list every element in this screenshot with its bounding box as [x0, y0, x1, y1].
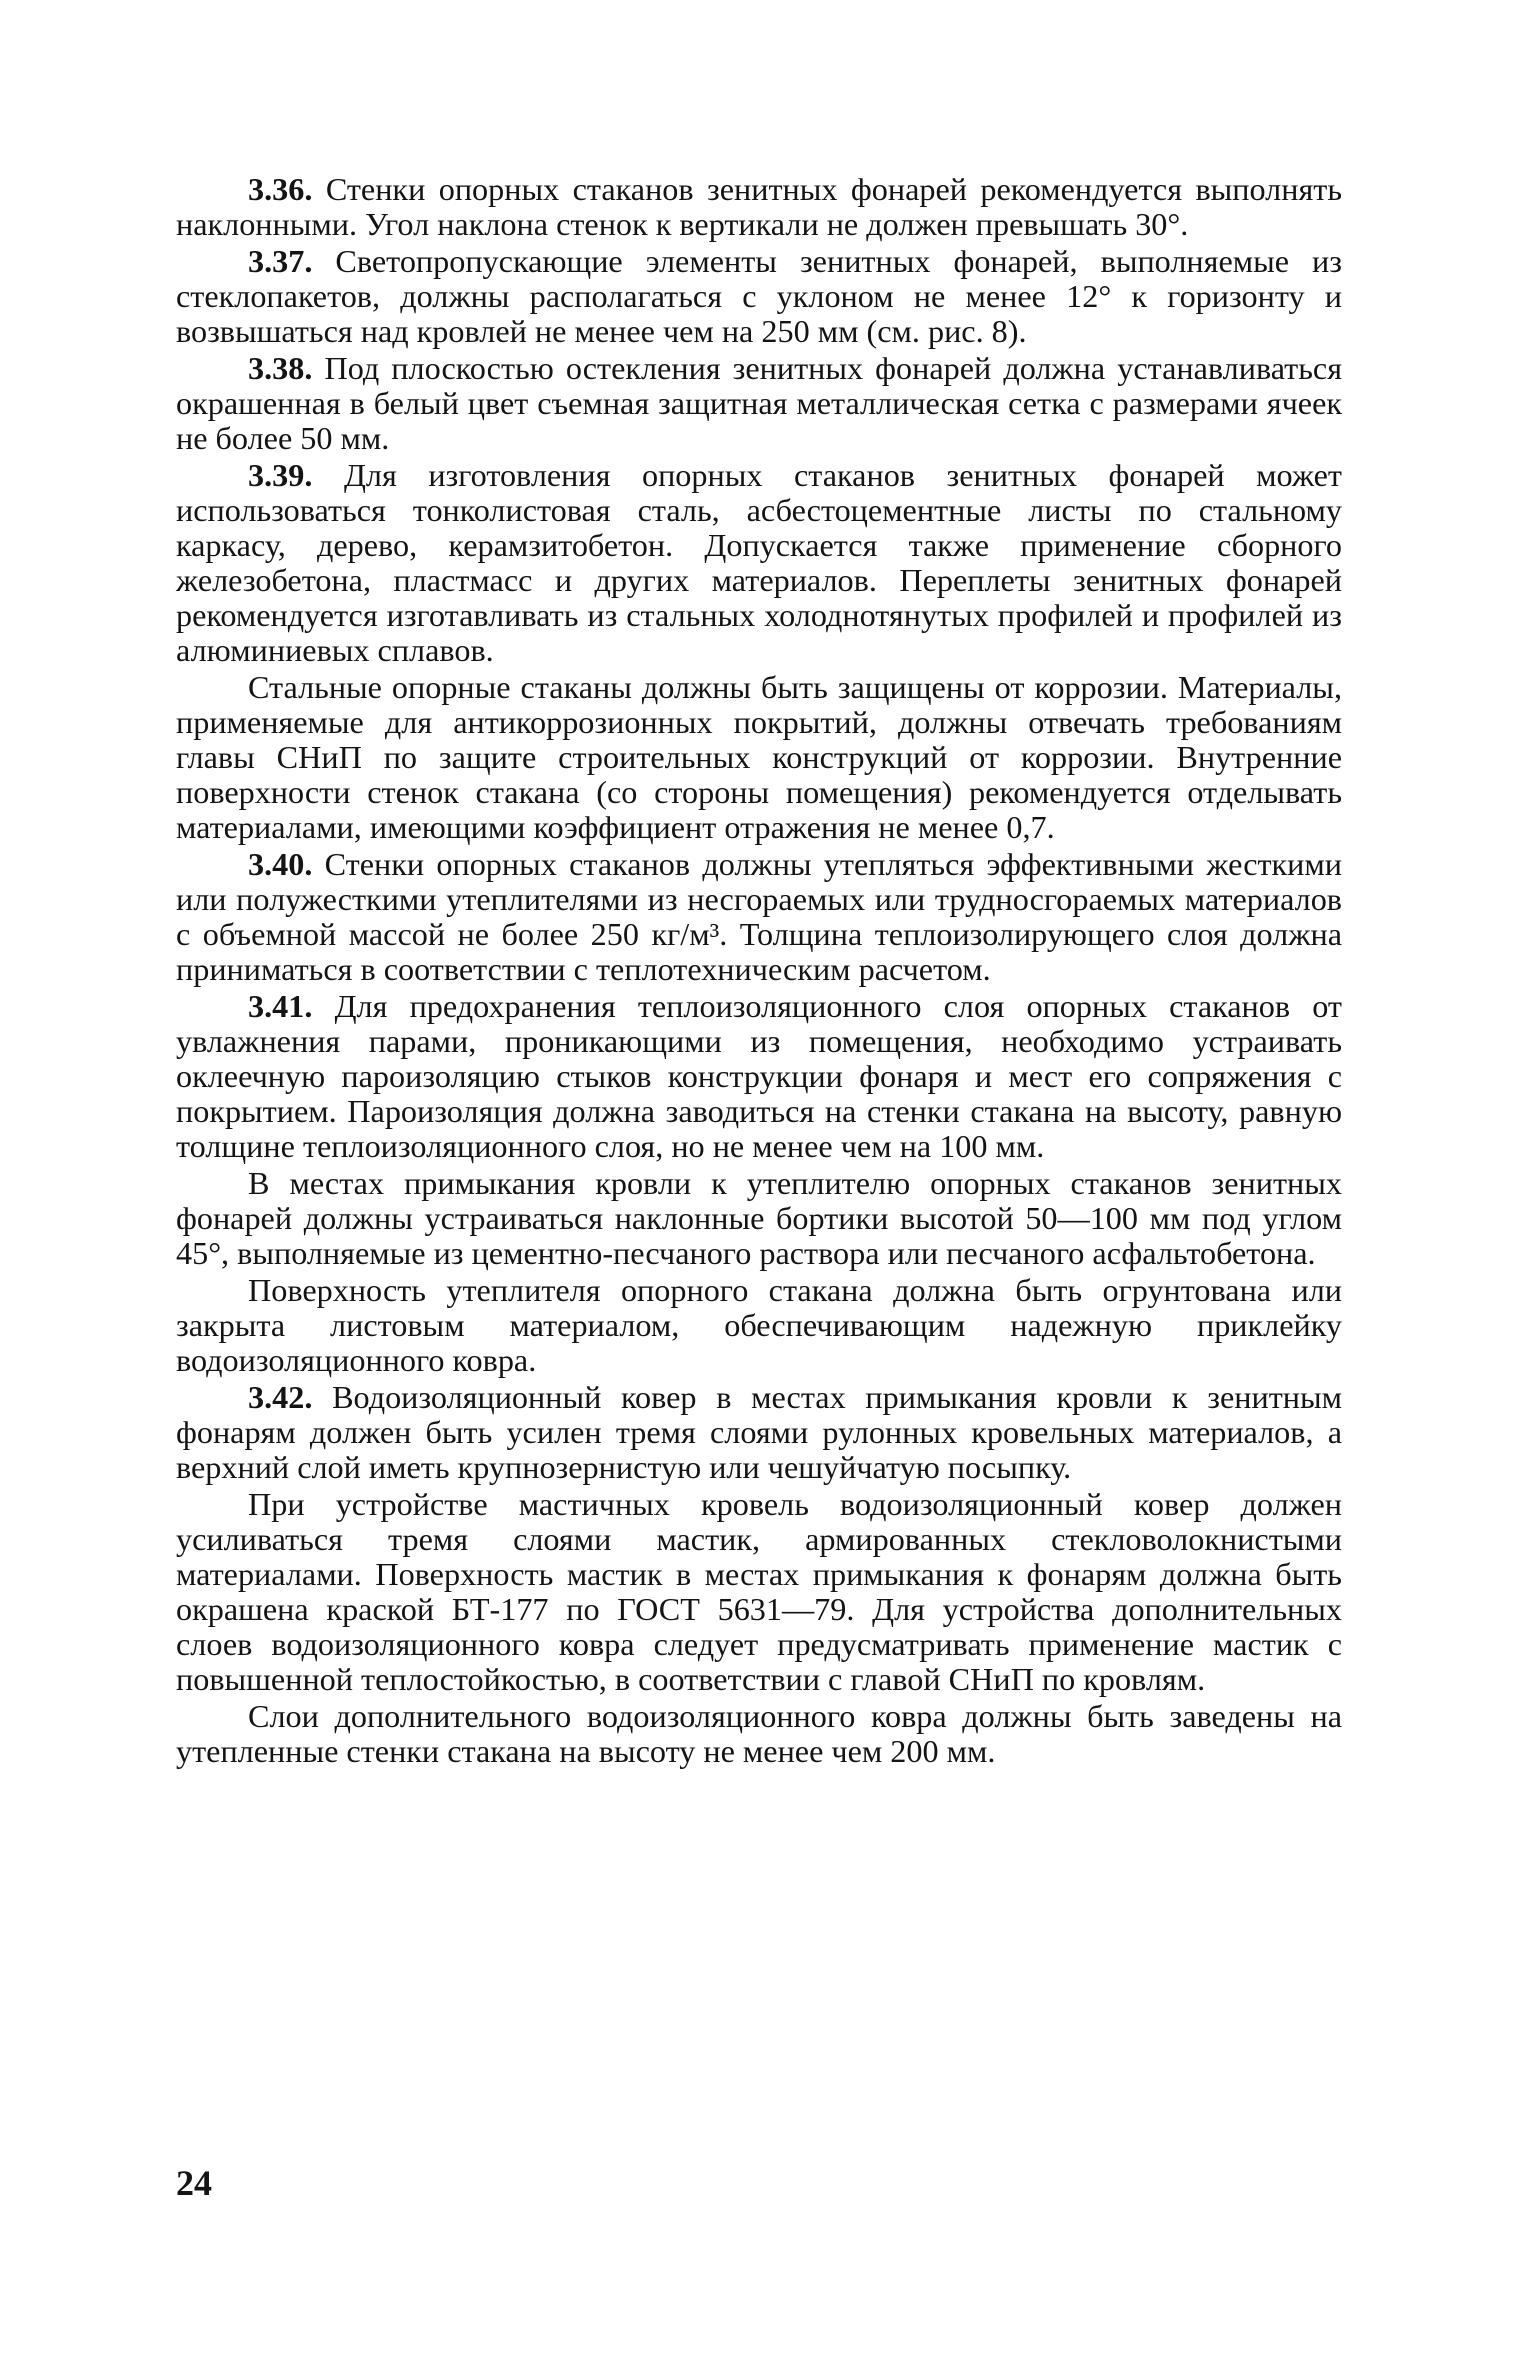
paragraph-text: Стенки опорных стаканов должны утепляться эффективными жесткими или полужесткими утеплителями из несгораемых или трудносгораемых материалов с объемной массой не более 250 кг/м³. Толщина теплоизолирующего слоя должна приниматься в соответствии с теплотехническим расчетом. [176, 846, 1343, 987]
section-number: 3.39. [248, 457, 313, 493]
page-body [176, 172, 1342, 1769]
paragraph-insulation-surface [176, 1273, 1342, 1378]
section-number: 3.42. [248, 1379, 313, 1415]
page-number: 24 [176, 2163, 212, 2203]
paragraph-text: Под плоскостью остекления зенитных фонарей должна устанавливаться окрашенная в белый цвет съемная защитная металлическая сетка с размерами ячеек не более 50 мм. [176, 350, 1343, 456]
paragraph-text: При устройстве мастичных кровель водоизоляционный ковер должен усиливаться тремя слоями мастик, армированных стекловолокнистыми материалами. Поверхность мастик в местах примыкания к фонарям должна быть окрашена краской БТ-177 по ГОСТ 5631—79. Для устройства дополнительных слоев водоизоляционного ковра следует предусматривать применение мастик с повышенной теплостойкостью, в соответствии с главой СНиП по кровлям. [176, 1486, 1342, 1697]
paragraph-text: Стенки опорных стаканов зенитных фонарей рекомендуется выполнять наклонными. Угол наклона стенок к вертикали не должен превышать 30°. [176, 171, 1343, 242]
paragraph-text: Светопропускающие элементы зенитных фонарей, выполняемые из стеклопакетов, должны располагаться с уклоном не менее 12° к горизонту и возвышаться над кровлей не менее чем на 250 мм (см. рис. 8). [176, 243, 1342, 349]
paragraph-roof-junction [176, 1166, 1342, 1271]
paragraph-3-36 [176, 172, 1342, 242]
paragraph-3-42 [176, 1380, 1342, 1485]
section-number: 3.38. [248, 350, 313, 386]
section-number: 3.36. [248, 171, 313, 207]
paragraph-3-39 [176, 458, 1342, 668]
paragraph-text: Водоизоляционный ковер в местах примыкания кровли к зенитным фонарям должен быть усилен тремя слоями рулонных кровельных материалов, а верхний слой иметь крупнозернистую или чешуйчатую посыпку. [176, 1379, 1342, 1485]
section-number: 3.41. [248, 988, 313, 1024]
paragraph-mastic-roofs [176, 1487, 1342, 1697]
paragraph-additional-layers [176, 1699, 1342, 1769]
paragraph-steel-cups [176, 670, 1342, 845]
paragraph-text: Слои дополнительного водоизоляционного ковра должны быть заведены на утепленные стенки стакана на высоту не менее чем 200 мм. [176, 1698, 1342, 1769]
paragraph-text: Поверхность утеплителя опорного стакана должна быть огрунтована или закрыта листовым материалом, обеспечивающим надежную приклейку водоизоляционного ковра. [176, 1272, 1342, 1378]
section-number: 3.37. [248, 243, 313, 279]
paragraph-text: В местах примыкания кровли к утеплителю опорных стаканов зенитных фонарей должны устраиваться наклонные бортики высотой 50—100 мм под углом 45°, выполняемые из цементно-песчаного раствора или песчаного асфальтобетона. [176, 1165, 1342, 1271]
paragraph-text: Для предохранения теплоизоляционного слоя опорных стаканов от увлажнения парами, проникающими из помещения, необходимо устраивать оклеечную пароизоляцию стыков конструкции фонаря и мест его сопряжения с покрытием. Пароизоляция должна заводиться на стенки стакана на высоту, равную толщине теплоизоляционного слоя, но не менее чем на 100 мм. [176, 988, 1343, 1164]
paragraph-3-38 [176, 351, 1342, 456]
paragraph-text: Стальные опорные стаканы должны быть защищены от коррозии. Материалы, применяемые для антикоррозионных покрытий, должны отвечать требованиям главы СНиП по защите строительных конструкций от коррозии. Внутренние поверхности стенок стакана (со стороны помещения) рекомендуется отделывать материалами, имеющими коэффициент отражения не менее 0,7. [176, 669, 1342, 845]
paragraph-3-41 [176, 989, 1342, 1164]
section-number: 3.40. [248, 846, 313, 882]
paragraph-3-40 [176, 847, 1342, 987]
paragraph-3-37 [176, 244, 1342, 349]
paragraph-text: Для изготовления опорных стаканов зенитных фонарей может использоваться тонколистовая сталь, асбестоцементные листы по стальному каркасу, дерево, керамзитобетон. Допускается также применение сборного железобетона, пластмасс и других материалов. Переплеты зенитных фонарей рекомендуется изготавливать из стальных холоднотянутых профилей и профилей из алюминиевых сплавов. [176, 457, 1342, 668]
